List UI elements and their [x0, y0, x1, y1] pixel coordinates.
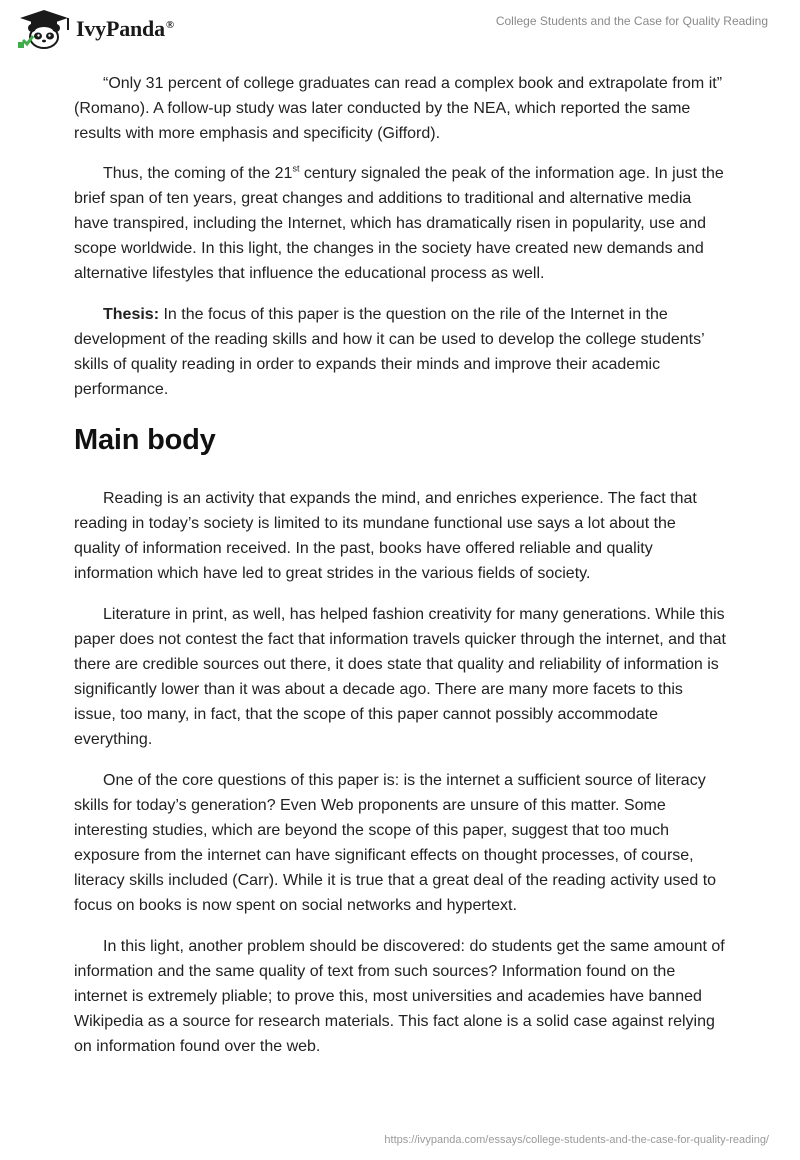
paragraph-reading: Reading is an activity that expands the mind, and enriches experience. The fact that reading in today’s society is limited to its mundane functional use says a lot about the quality of information received. In the past, books have offered reliable and quality information which have led to great strides in the various fields of society.: [74, 490, 697, 582]
source-url-link[interactable]: https://ivypanda.com/essays/college-students-and-the-case-for-quality-reading/: [384, 1134, 769, 1146]
paragraph-information-quality: In this light, another problem should be discovered: do students get the same amount of information and the same quality of text from such sources? Information found on the internet is extremely pliable; to prove this, most universities and academies have banned Wikipedia as a source for research materials. This fact alone is a solid case against relying on information found over the web.: [74, 938, 725, 1055]
paragraph-literature: Literature in print, as well, has helped fashion creativity for many generations. While this paper does not contest the fact that information travels quicker through the internet, and that there are credible sources out there, it does state that quality and reliability of information is significantly lower than it was about a decade ago. There are many more facets to this issue, too many, in fact, that the scope of this paper cannot possibly accommodate everything.: [74, 606, 726, 748]
section-heading-main-body: Main body: [74, 424, 216, 456]
brand-logo[interactable]: [14, 8, 174, 50]
paragraph-quote: “Only 31 percent of college graduates can read a complex book and extrapolate from it” (Romano). A follow-up study was later conducted by the NEA, which reported the same results with more emphasis and specificity (Gifford).: [74, 75, 723, 142]
paragraph-core-questions: One of the core questions of this paper is: is the internet a sufficient source of literacy skills for today’s generation? Even Web proponents are unsure of this matter. Some interesting studies, which are beyond the scope of this paper, suggest that too much exposure from the internet can have significant effects on thought processes, of course, literacy skills included (Carr). While it is true that a great deal of the reading activity used to focus on books is now spent on social networks and hypertext.: [74, 772, 717, 914]
paragraph-thesis: Thesis: In the focus of this paper is the question on the rile of the Internet in the development of the reading skills and how it can be used to develop the college students’ skills of quality reading in order to expands their minds and improve their academic performance.: [74, 306, 705, 398]
document-title: College Students and the Case for Quality Reading: [495, 14, 768, 28]
page-header: [0, 0, 800, 70]
panda-graduation-cap-icon: [14, 8, 72, 50]
brand-name: IvyPanda®: [76, 16, 174, 41]
essay-content: [74, 71, 726, 1075]
thesis-label: Thesis:: [103, 306, 160, 323]
paragraph-information-age: Thus, the coming of the 21st century signaled the peak of the information age. In just the brief span of ten years, great changes and additions to traditional and alternative media have transpired, including the Internet, which has dramatically risen in popularity, use and scope worldwide. In this light, the changes in the society have created new demands and alternative lifestyles that influence the educational process as well.: [74, 163, 724, 282]
